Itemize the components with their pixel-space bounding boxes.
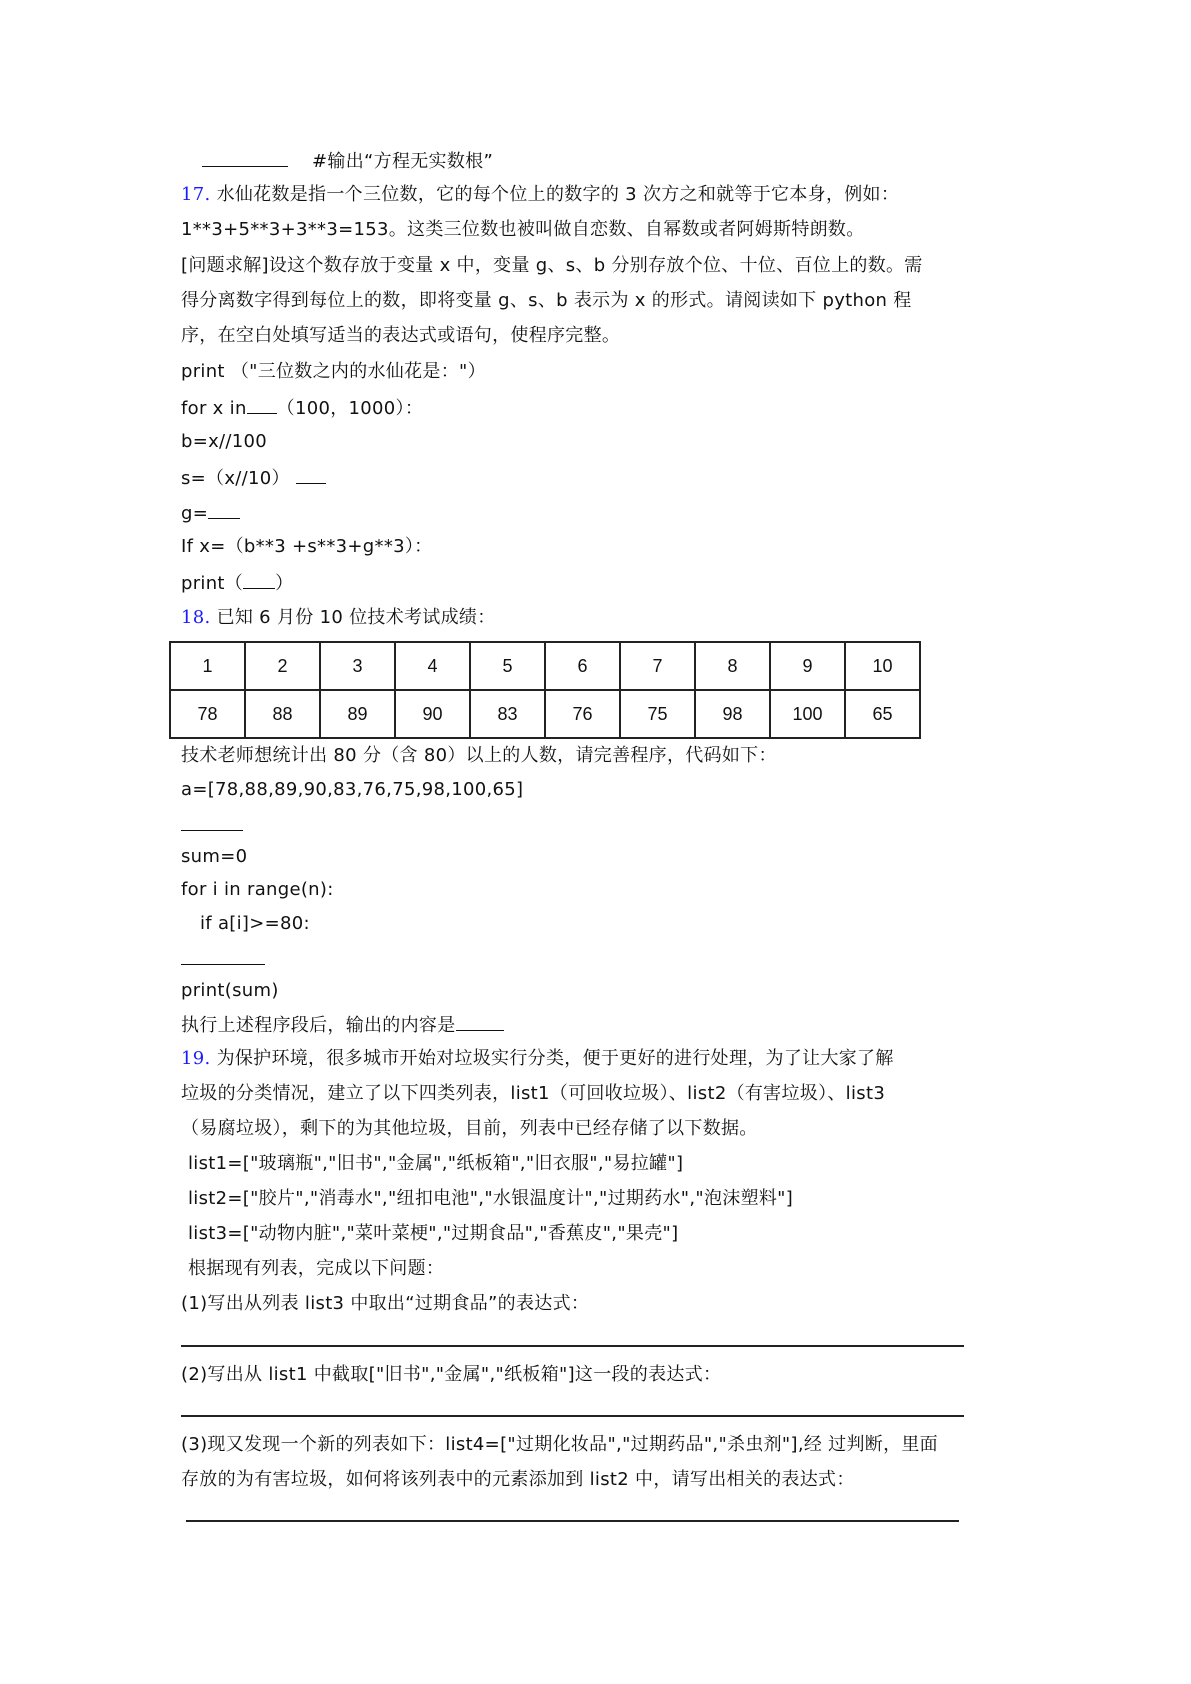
q18-code-for: for i in range(n):: [181, 879, 334, 900]
answer-line-2[interactable]: [181, 1415, 964, 1417]
table-cell: 98: [695, 690, 770, 738]
q18-code-if: if a[i]>=80:: [200, 913, 310, 934]
q18-intro-line: [181, 606, 496, 630]
answer-blank[interactable]: [202, 148, 288, 167]
q17-code-print-header: print （"三位数之内的水仙花是："）: [181, 361, 486, 382]
q19-text-1: 为保护环境，很多城市开始对垃圾实行分类，便于更好的进行处理，为了让大家了解: [216, 1048, 894, 1069]
q18-intro: 已知 6 月份 10 位技术考试成绩：: [216, 607, 496, 628]
code-text: ）: [275, 573, 294, 594]
table-cell: 8: [695, 642, 770, 690]
q17-line2: 1**3+5**3+3**3=153。这类三位数也被叫做自恋数、自幂数或者阿姆斯特朗数。: [181, 219, 865, 240]
table-cell: 5: [470, 642, 545, 690]
table-cell: 83: [470, 690, 545, 738]
q19-number: 19.: [181, 1048, 211, 1069]
table-cell: 6: [545, 642, 620, 690]
table-cell: 4: [395, 642, 470, 690]
q18-code-print: print(sum): [181, 980, 279, 1001]
table-row-scores: [170, 690, 920, 738]
q18-question-line: [181, 1012, 504, 1038]
table-cell: 10: [845, 642, 920, 690]
q19-sub2: (2)写出从 list1 中截取["旧书","金属","纸板箱"]这一段的表达式：: [181, 1364, 722, 1385]
answer-blank[interactable]: [247, 395, 277, 414]
table-cell: 7: [620, 642, 695, 690]
answer-line-1[interactable]: [181, 1345, 964, 1347]
q19-line2: 垃圾的分类情况，建立了以下四类列表，list1（可回收垃圾）、list2（有害垃圾）、list3: [181, 1083, 886, 1104]
q18-after-table: 技术老师想统计出 80 分（含 80）以上的人数，请完善程序，代码如下：: [181, 745, 777, 766]
q17-line5: 序，在空白处填写适当的表达式或语句，使程序完整。: [181, 325, 621, 346]
code-text: g=: [181, 503, 209, 524]
q19-list2: list2=["胶片","消毒水","纽扣电池","水银温度计","过期药水","泡沫塑料"]: [188, 1188, 794, 1209]
q17-text-1: 水仙花数是指一个三位数，它的每个位上的数字的 3 次方之和就等于它本身，例如：: [216, 184, 900, 205]
table-cell: 9: [770, 642, 845, 690]
q18-question: 执行上述程序段后，输出的内容是: [181, 1015, 456, 1036]
q19-list3: list3=["动物内脏","菜叶菜梗","过期食品","香蕉皮","果壳"]: [188, 1223, 679, 1244]
q17-line1: [181, 183, 899, 207]
answer-line-3[interactable]: [186, 1520, 959, 1522]
table-cell: 76: [545, 690, 620, 738]
q18-code-sum: sum=0: [181, 846, 248, 867]
answer-blank[interactable]: [181, 812, 243, 831]
q17-code-print: [181, 570, 293, 596]
q17-line3: [问题求解]设这个数存放于变量 x 中，变量 g、s、b 分别存放个位、十位、百位上的数。需: [181, 255, 923, 276]
q17-code-for: [181, 395, 423, 421]
code-text: for x in: [181, 398, 247, 419]
q19-prompt: 根据现有列表，完成以下问题：: [188, 1258, 445, 1279]
table-cell: 78: [170, 690, 245, 738]
table-row-ids: [170, 642, 920, 690]
code-text: print（: [181, 573, 244, 594]
scores-table: [169, 641, 921, 739]
answer-blank[interactable]: [456, 1012, 504, 1031]
q17-code-s: [181, 465, 326, 491]
table-cell: 1: [170, 642, 245, 690]
table-cell: 3: [320, 642, 395, 690]
q19-line1: [181, 1047, 894, 1071]
answer-blank[interactable]: [243, 570, 275, 589]
answer-blank[interactable]: [181, 946, 265, 965]
q19-list1: list1=["玻璃瓶","旧书","金属","纸板箱","旧衣服","易拉罐"]: [188, 1153, 684, 1174]
q18-code-blank2: [181, 946, 265, 972]
answer-blank[interactable]: [296, 465, 326, 484]
prev-comment: #输出“方程无实数根”: [312, 151, 494, 172]
q17-line4: 得分离数字得到每位上的数，即将变量 g、s、b 表示为 x 的形式。请阅读如下 python 程: [181, 290, 912, 311]
q18-code-a: a=[78,88,89,90,83,76,75,98,100,65]: [181, 779, 524, 800]
q17-code-b: b=x//100: [181, 431, 268, 452]
q17-code-if: If x=（b**3 +s**3+g**3）：: [181, 536, 433, 557]
q18-number: 18.: [181, 607, 211, 628]
code-text: s=（x//10）: [181, 468, 290, 489]
q19-sub1: (1)写出从列表 list3 中取出“过期食品”的表达式：: [181, 1293, 590, 1314]
q19-sub3-line2: 存放的为有害垃圾，如何将该列表中的元素添加到 list2 中，请写出相关的表达式：: [181, 1469, 855, 1490]
table-cell: 88: [245, 690, 320, 738]
table-cell: 90: [395, 690, 470, 738]
q17-code-g: [181, 500, 240, 526]
table-cell: 75: [620, 690, 695, 738]
q17-number: 17.: [181, 184, 211, 205]
prev-answer-line: [202, 148, 493, 174]
q19-sub3-line1: (3)现又发现一个新的列表如下：list4=["过期化妆品","过期药品","杀虫剂"],经 过判断，里面: [181, 1434, 938, 1455]
answer-blank[interactable]: [208, 500, 240, 519]
q19-line3: （易腐垃圾），剩下的为其他垃圾，目前，列表中已经存储了以下数据。: [181, 1118, 758, 1139]
code-text: （100，1000）：: [276, 398, 424, 419]
table-cell: 100: [770, 690, 845, 738]
table-cell: 65: [845, 690, 920, 738]
table-cell: 89: [320, 690, 395, 738]
table-cell: 2: [245, 642, 320, 690]
q18-code-blank1: [181, 812, 243, 838]
